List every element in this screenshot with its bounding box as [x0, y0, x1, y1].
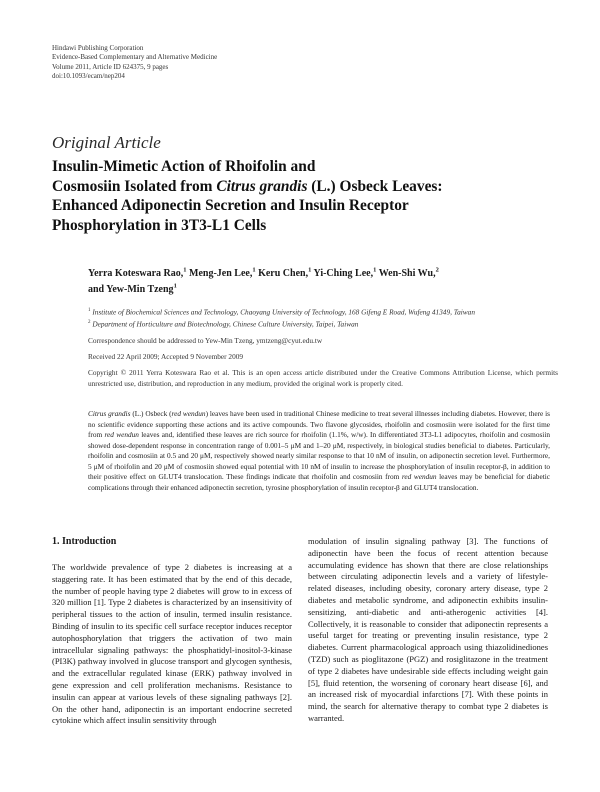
title-text: (L.) Osbeck Leaves:	[307, 177, 443, 195]
affiliation: $^2$ Department of Horticulture and Biotechnology, Chinese Culture University, Taipei, Taiwan	[88, 319, 359, 329]
doi: doi:10.1093/ecam/nep204	[52, 71, 125, 80]
section-heading: 1. Introduction	[52, 536, 117, 547]
publisher-name: Hindawi Publishing Corporation	[52, 44, 144, 52]
title-text: Cosmosiin Isolated from	[52, 177, 217, 195]
article-title	[52, 157, 552, 235]
introduction-text: modulation of insulin signaling pathway [3]. The functions of adiponectin have been the focus of recent attention because accumulating evidence has shown that there are close relationships between circulating adiponectin levels and a variety of lifestyle-related diseases, including obesity, coronary artery disease, type 2 diabetes and metabolic syndrome, and adiponectin exhibits insulin-sensitizing, anti-diabetic and anti-atherogenic activities [4]. Collectively, it is reasonable to consider that adiponectin represents a useful target for treating or preventing insulin resistance, type 2 diabetes. Current pharmacological approach using thiazolidinediones (TZD) such as pioglitazone (PGZ) and rosiglitazone in the treatment of type 2 diabetes have undesirable side effects including weight gain [5], fluid retention, the worsening of coronary heart disease [6], and an increased risk of myocardial infarctions [7]. With these points in mind, the search for alternative therapy to combat type 2 diabetes is warranted.	[308, 536, 548, 723]
article-type: Original Article	[52, 133, 161, 152]
copyright-notice: Copyright © 2011 Yerra Koteswara Rao et al. This is an open access article distributed under the Creative Commons Attribution License, which permits unrestricted use, distribution, and reproduction in any medium, provided the original work is properly cited.	[88, 368, 558, 388]
abstract: Citrus grandis (L.) Osbeck (red wendun) leaves have been used in traditional Chinese medicine to treat several illnesses including diabetes. However, there is no scientific evidence supporting these actions and its active compounds. Two flavone glycosides, rhoifolin and cosmosiin were isolated for the first time from red wendun leaves and, identified these leaves are rich source for rhoifolin (1.1%, w/w). In differentiated 3T3-L1 adipocytes, rhoifolin and cosmosiin showed dose-dependent response in concentration range of 0.001–5 μM and 1–20 μM, respectively, in biological studies beneficial to diabetes. Particularly, rhoifolin and cosmosiin at 0.5 and 20 μM, respectively showed nearly similar response to that 10 nM of insulin, on adiponectin secretion level. Furthermore, 5 μM of rhoifolin and 20 μM of cosmosiin showed equal potential with 10 nM of insulin to increase the phosphorylation of insulin receptor-β, in addition to their positive effect on GLUT4 translocation. These findings indicate that rhoifolin and cosmosiin from red wendun leaves may be beneficial for diabetic complications through their enhanced adiponectin secretion, tyrosine phosphorylation of insulin receptor-β and GLUT4 translocation.	[88, 409, 551, 492]
received-dates: Received 22 April 2009; Accepted 9 November 2009	[88, 352, 244, 361]
title-species: Citrus grandis	[216, 177, 308, 195]
journal-name: Evidence-Based Complementary and Alternative Medicine	[52, 53, 218, 62]
correspondence: Correspondence should be addressed to Yew-Min Tzeng, ymtzeng@cyut.edu.tw	[88, 336, 323, 345]
affiliation: $^1$ Institute of Biochemical Sciences and Technology, Chaoyang University of Technology, 168 Gifeng E Road, Wufeng 41349, Taiwan	[88, 307, 475, 317]
author-list	[88, 266, 558, 298]
author: Meng-Jen Lee,$^1$	[189, 266, 256, 279]
title-line: Phosphorylation in 3T3-L1 Cells	[52, 216, 267, 234]
author: Wen-Shi Wu,$^2$	[378, 266, 439, 279]
abstract-species: Citrus grandis	[88, 409, 131, 418]
affiliations	[88, 306, 558, 330]
author: Keru Chen,$^1$	[258, 266, 312, 279]
author: Yerra Koteswara Rao,$^1$	[88, 266, 187, 279]
body-column-right	[308, 536, 548, 725]
title-line	[52, 177, 552, 197]
introduction-text: The worldwide prevalence of type 2 diabetes is increasing at a staggering rate. It has been estimated that by the end of this decade, the number of people having type 2 diabetes will grow to in excess of 320 million [1]. Type 2 diabetes is characterized by an insensitivity of peripheral tissues to the action of insulin, termed insulin resistance. Binding of insulin to its specific cell surface receptor induces receptor autophosphorylation that triggers the activation of two main intracellular signaling pathways: the phosphatidyl-inositol-3-kinase (PI3K) pathway involved in glucose transport and glycogen synthesis, and the extracellular regulated kinase (ERK) pathway involved in gene expression and cell proliferation mechanisms. Resistance to insulin can appear at various levels of these signaling pathways [2]. On the other hand, adiponectin is an important endocrine secreted cytokine which affect insulin sensitivity through	[52, 562, 292, 726]
journal-header	[52, 44, 352, 81]
author: Yi-Ching Lee,$^1$	[313, 266, 377, 279]
title-line: Enhanced Adiponectin Secretion and Insulin Receptor	[52, 197, 409, 214]
body-column-left	[52, 536, 292, 727]
volume-info: Volume 2011, Article ID 624375, 9 pages	[52, 62, 169, 71]
title-line: Insulin-Mimetic Action of Rhoifolin and	[52, 158, 316, 175]
author: and Yew-Min Tzeng$^1$	[88, 282, 177, 295]
